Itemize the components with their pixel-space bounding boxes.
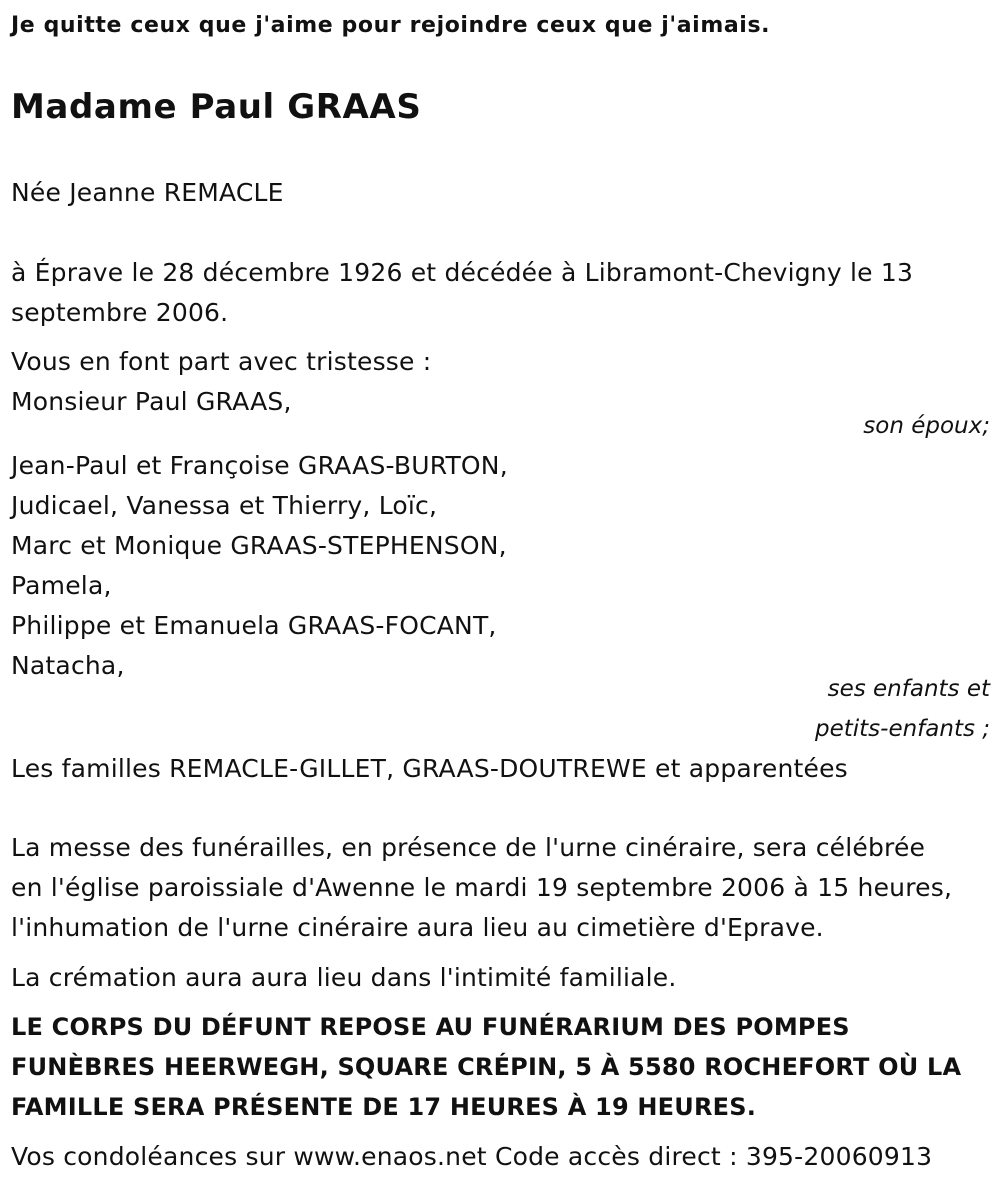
deceased-name: Madame Paul GRAAS: [11, 87, 422, 127]
child-line: Pamela,: [11, 571, 112, 600]
child-line: Marc et Monique GRAAS-STEPHENSON,: [11, 531, 507, 560]
ceremony-line: l'inhumation de l'urne cinéraire aura lieu au cimetière d'Eprave.: [11, 913, 824, 942]
epigraph: Je quitte ceux que j'aime pour rejoindre ceux que j'aimais.: [11, 13, 771, 38]
visitation-line: FUNÈBRES HEERWEGH, SQUARE CRÉPIN, 5 À 5580 ROCHEFORT OÙ LA: [11, 1053, 962, 1081]
visitation-line: LE CORPS DU DÉFUNT REPOSE AU FUNÉRARIUM DES POMPES: [11, 1013, 850, 1041]
condolences-line: Vos condoléances sur www.enaos.net Code accès direct : 395-20060913: [11, 1142, 933, 1171]
cremation-note: La crémation aura aura lieu dans l'intimité familiale.: [11, 963, 677, 992]
spouse-role: son époux;: [863, 413, 990, 439]
child-line: Philippe et Emanuela GRAAS-FOCANT,: [11, 611, 497, 640]
maiden-name: Née Jeanne REMACLE: [11, 178, 284, 207]
spouse-name: Monsieur Paul GRAAS,: [11, 387, 292, 416]
visitation-notice: [11, 1007, 991, 1127]
children-role-line-1: ses enfants et: [827, 676, 990, 702]
children-role-line-2: petits-enfants ;: [814, 716, 990, 742]
child-line: Jean-Paul et Françoise GRAAS-BURTON,: [11, 451, 508, 480]
child-line: Natacha,: [11, 651, 125, 680]
birth-death-line-1: à Éprave le 28 décembre 1926 et décédée à Libramont-Chevigny le 13: [11, 258, 914, 287]
ceremony-line: La messe des funérailles, en présence de l'urne cinéraire, sera célébrée: [11, 833, 926, 862]
families: Les familles REMACLE-GILLET, GRAAS-DOUTREWE et apparentées: [11, 754, 848, 783]
ceremony-line: en l'église paroissiale d'Awenne le mardi 19 septembre 2006 à 15 heures,: [11, 873, 953, 902]
birth-death-line-2: septembre 2006.: [11, 298, 229, 327]
announce-intro: Vous en font part avec tristesse :: [11, 347, 432, 376]
child-line: Judicael, Vanessa et Thierry, Loïc,: [11, 491, 438, 520]
visitation-line: FAMILLE SERA PRÉSENTE DE 17 HEURES À 19 HEURES.: [11, 1093, 757, 1121]
